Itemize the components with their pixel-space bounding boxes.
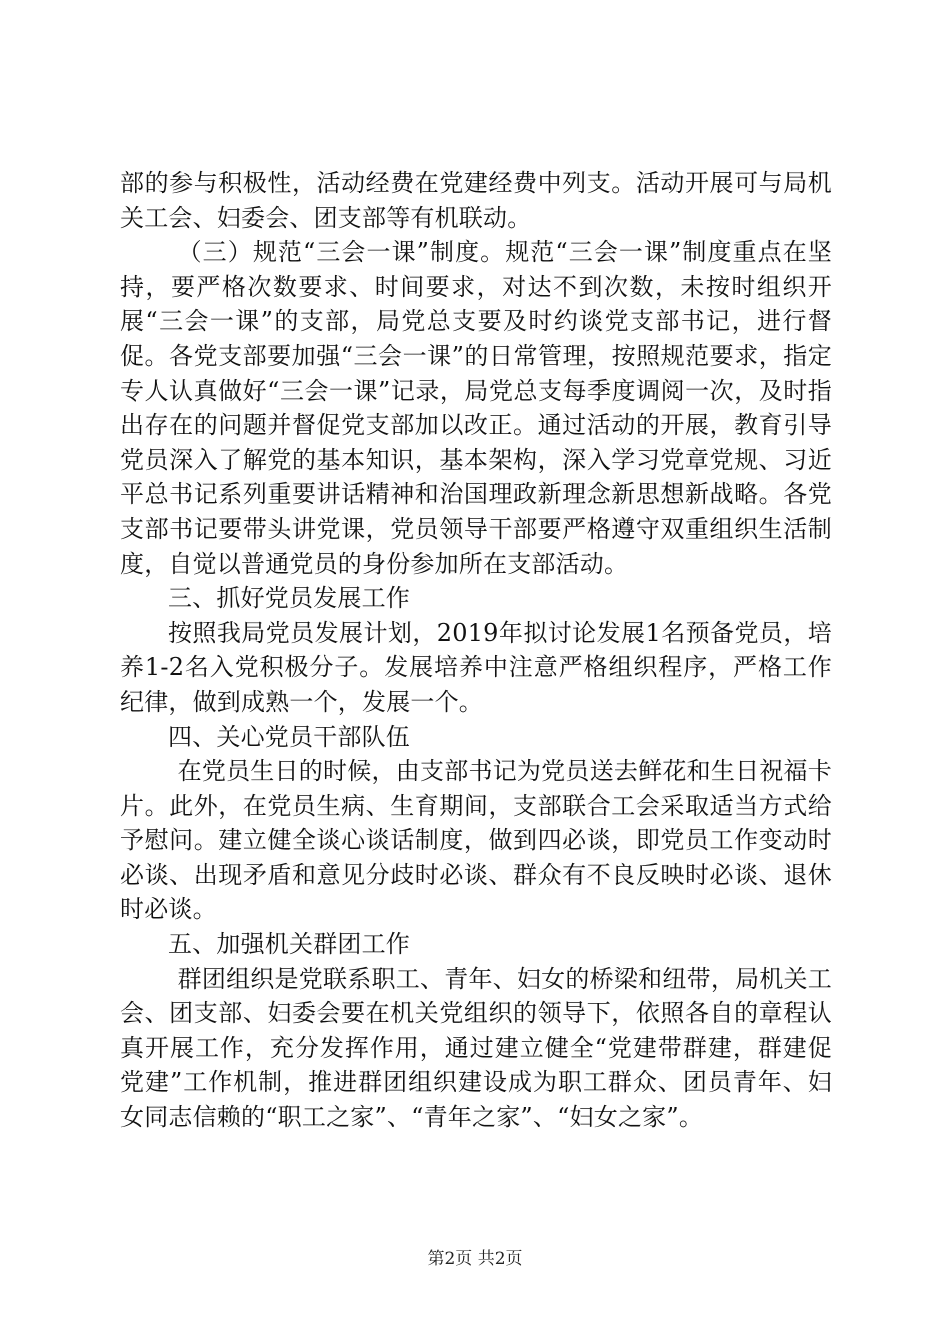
paragraph-care-for-cadres: 在党员生日的时候，由支部书记为党员送去鲜花和生日祝福卡片。此外，在党员生病、生育期间，支部联合工会采取适当方式给予慰问。建立健全谈心谈话制度，做到四必谈，即党员工作变动时必谈、出现矛盾和意见分歧时必谈、群众有不良反映时必谈、退休时必谈。: [120, 757, 832, 924]
paragraph-member-development: 按照我局党员发展计划，2019年拟讨论发展1名预备党员，培养1-2名入党积极分子。发展培养中注意严格组织程序，严格工作纪律，做到成熟一个，发展一个。: [120, 618, 832, 716]
section-heading-care-for-cadres: 四、关心党员干部队伍: [168, 722, 410, 751]
document-body: [120, 166, 832, 1135]
page-number-footer: 第2页 共2页: [427, 1249, 523, 1269]
paragraph-funding-continuation: 部的参与积极性，活动经费在党建经费中列支。活动开展可与局机关工会、妇委会、团支部等有机联动。: [120, 169, 832, 232]
section-heading-mass-organizations: 五、加强机关群团工作: [168, 930, 410, 959]
paragraph-mass-organizations: 群团组织是党联系职工、青年、妇女的桥梁和纽带，局机关工会、团支部、妇委会要在机关党组织的领导下，依照各自的章程认真开展工作，充分发挥作用，通过建立健全“党建带群建，群建促党建”工作机制，推进群团组织建设成为职工群众、团员青年、妇女同志信赖的“职工之家”、“青年之家”、“妇女之家”。: [120, 964, 832, 1132]
paragraph-three-meetings-one-lesson: （三）规范“三会一课”制度。规范“三会一课”制度重点在坚持，要严格次数要求、时间要求，对达不到次数，未按时组织开展“三会一课”的支部，局党总支要及时约谈党支部书记，进行督促。各党支部要加强“三会一课”的日常管理，按照规范要求，指定专人认真做好“三会一课”记录，局党总支每季度调阅一次，及时指出存在的问题并督促党支部加以改正。通过活动的开展，教育引导党员深入了解党的基本知识，基本架构，深入学习党章党规、习近平总书记系列重要讲话精神和治国理政新理念新思想新战略。各党支部书记要带头讲党课，党员领导干部要严格遵守双重组织生活制度，自觉以普通党员的身份参加所在支部活动。: [120, 238, 832, 578]
section-heading-member-development: 三、抓好党员发展工作: [168, 584, 410, 613]
